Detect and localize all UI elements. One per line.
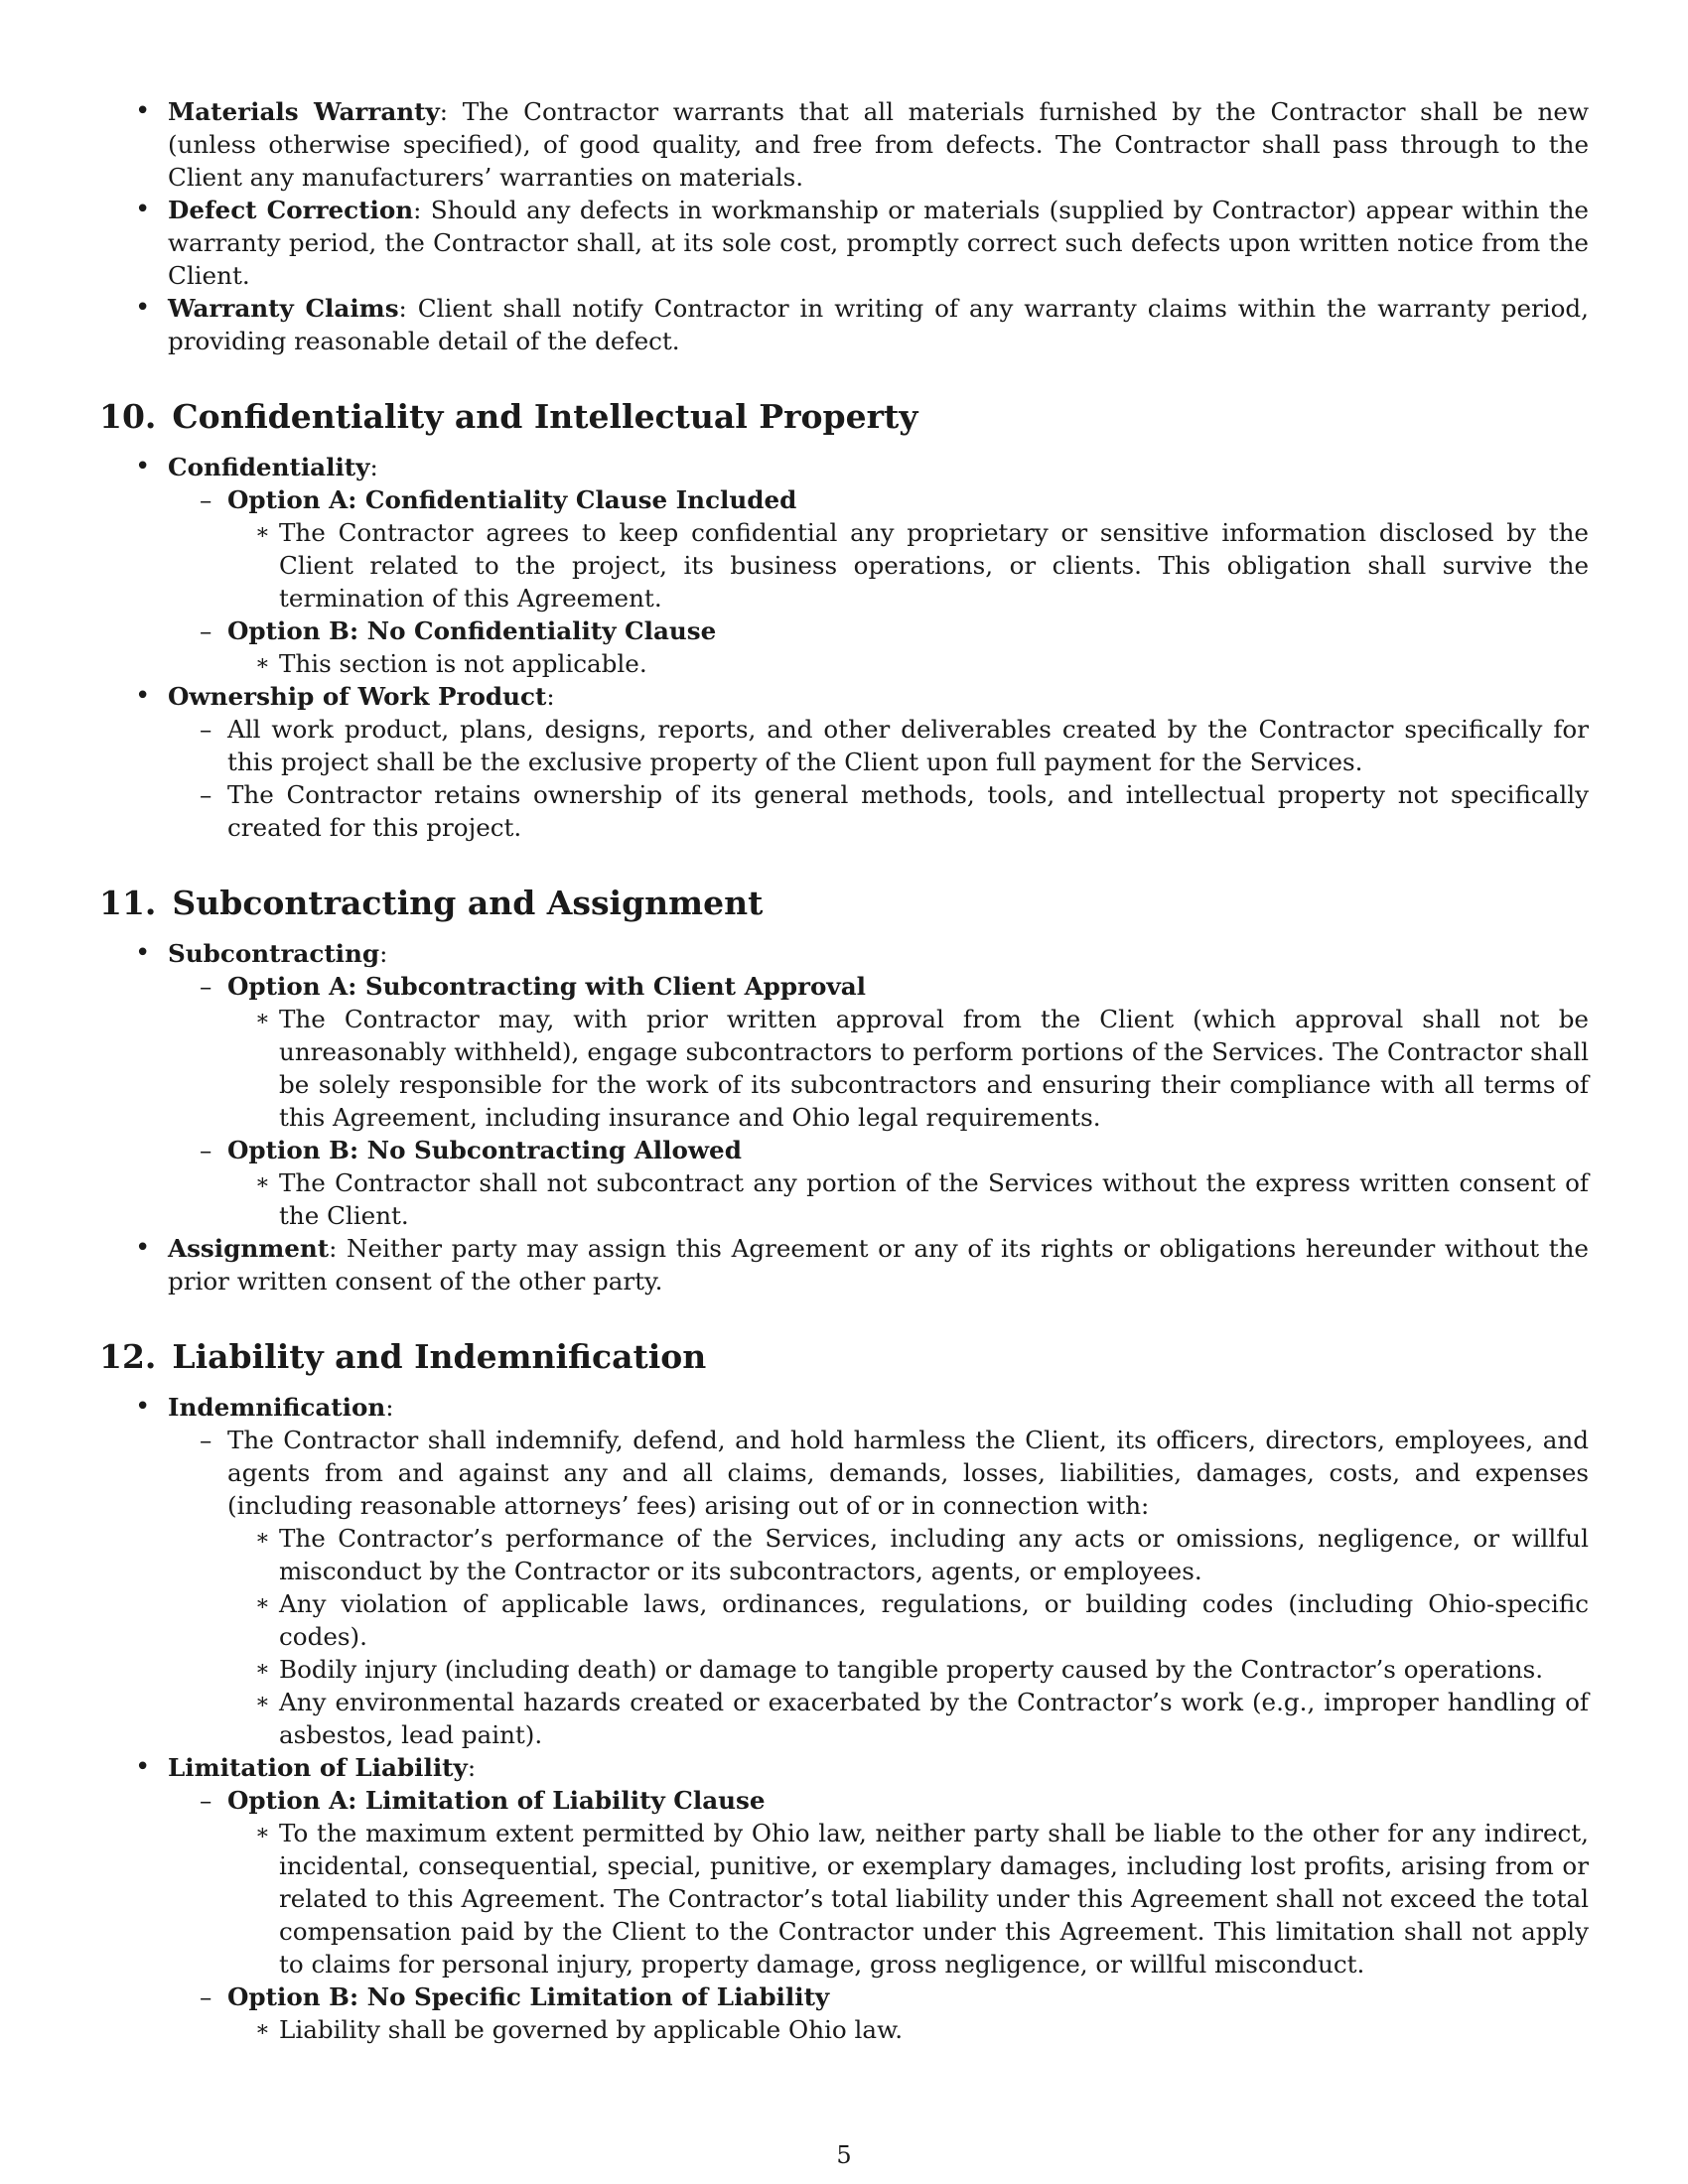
option-label: Option B: No Specific Limitation of Liability [227,1982,830,2011]
sublist [168,1424,1589,1751]
list-item: • Limitation of Liability: – Option A: Limitation of Liability Clause ∗ To the maximum extent permitted by Ohio law, neither party shall be liable to the other for any indirect, incidental, consequential, special, punitive, or exemplary damages, including lost profits, arising from or related to this Agreement. The Contractor’s total liability under this Agreement shall not exceed the total compensation paid by the Client to the Contractor under this Agreement. This limitation shall not apply to claims for personal injury, property damage, gross negligence, or willful misconduct. – Option B: No Specific Limitation of Liability ∗ Liability shall be governed by applicable Ohio law. [99,1751,1589,2046]
section-heading-11 [99,884,1589,923]
section-title: Subcontracting and Assignment [172,884,764,922]
list-item [99,194,1589,292]
subsublist [227,516,1589,614]
item-text: : Neither party may assign this Agreement or any of its rights or obligations hereunder without the prior written consent of the other party. [168,1234,1589,1296]
item-text: : Client shall notify Contractor in writing of any warranty claims within the warranty period, providing reasonable detail of the defect. [168,294,1589,355]
option-b [168,1134,1589,1232]
option-label: Option B: No Confidentiality Clause [227,616,717,645]
option-label: Option A: Subcontracting with Client Approval [227,972,866,1001]
subsublist [227,1522,1589,1751]
option-text: ∗ Liability shall be governed by applicable Ohio law. [227,2013,1589,2046]
subsublist [227,2013,1589,2046]
item-text: The Contractor shall indemnify, defend, and hold harmless the Client, its officers, directors, employees, and agents from and against any and all claims, demands, losses, liabilities, damages, costs, and expenses (including reasonable attorneys’ fees) arising out of or in connection with: [227,1426,1589,1520]
section-number: 11. [99,884,157,922]
option-text: ∗ The Contractor agrees to keep confidential any proprietary or sensitive information disclosed by the Client related to the project, its business operations, or clients. This obligation shall survive the termination of this Agreement. [227,516,1589,614]
option-b [168,1980,1589,2046]
option-a [168,970,1589,1134]
subsublist-item: ∗ The Contractor’s performance of the Services, including any acts or omissions, negligence, or willful misconduct by the Contractor or its subcontractors, agents, or employees. [227,1522,1589,1587]
sublist [168,970,1589,1232]
item-label: Subcontracting [168,939,380,968]
item-label: Defect Correction [168,196,414,224]
section-heading-10 [99,397,1589,437]
option-text: ∗ The Contractor may, with prior written approval from the Client (which approval shall not be unreasonably withheld), engage subcontractors to perform portions of the Services. The Contractor shall be solely responsible for the work of its subcontractors and ensuring their compliance with all terms of this Agreement, including insurance and Ohio legal requirements. [227,1003,1589,1134]
section-number: 10. [99,397,157,436]
item-label: Assignment [168,1234,330,1263]
option-label: Option A: Confidentiality Clause Included [227,485,797,514]
option-label: Option A: Limitation of Liability Clause [227,1786,766,1815]
sublist-item: – All work product, plans, designs, reports, and other deliverables created by the Contractor specifically for this project shall be the exclusive property of the Client upon full payment for the Services. [168,713,1589,778]
sublist [168,713,1589,844]
option-b [168,614,1589,680]
list-item: • Ownership of Work Product: – All work product, plans, designs, reports, and other deliverables created by the Contractor specifically for this project shall be the exclusive property of the Client upon full payment for the Services. – The Contractor retains ownership of its general methods, tools, and intellectual property not specifically created for this project. [99,680,1589,844]
list-item: • Confidentiality: – Option A: Confidentiality Clause Included ∗ The Contractor agrees to keep confidential any proprietary or sensitive information disclosed by the Client related to the project, its business operations, or clients. This obligation shall survive the termination of this Agreement. – Option B: No Confidentiality Clause ∗ This section is not applicable. [99,451,1589,680]
item-label: Warranty Claims [168,294,399,323]
section-11-list [99,937,1589,1297]
subsublist [227,1166,1589,1232]
item-label: Confidentiality [168,453,370,481]
list-item: • Indemnification: – The Contractor shall indemnify, defend, and hold harmless the Client, its officers, directors, employees, and agents from and against any and all claims, demands, losses, liabilities, damages, costs, and expenses (including reasonable attorneys’ fees) arising out of or in connection with: ∗ The Contractor’s performance of the Services, including any acts or omissions, negligence, or willful misconduct by the Contractor or its subcontractors, agents, or employees. ∗ Any violation of applicable laws, ordinances, regulations, or building codes (including Ohio-specific codes). ∗ Bodily injury (including death) or damage to tangible property caused by the Contractor’s operations. ∗ Any environmental hazards created or exacerbated by the Contractor’s work (e.g., improper handling of asbestos, lead paint). [99,1391,1589,1751]
page-number: 5 [836,2141,852,2169]
option-text: ∗ To the maximum extent permitted by Ohio law, neither party shall be liable to the other for any indirect, incidental, consequential, special, punitive, or exemplary damages, including lost profits, arising from or related to this Agreement. The Contractor’s total liability under this Agreement shall not exceed the total compensation paid by the Client to the Contractor under this Agreement. This limitation shall not apply to claims for personal injury, property damage, gross negligence, or willful misconduct. [227,1817,1589,1980]
sublist [168,1784,1589,2046]
list-item: • Subcontracting: – Option A: Subcontracting with Client Approval ∗ The Contractor may, with prior written approval from the Client (which approval shall not be unreasonably withheld), engage subcontractors to perform portions of the Services. The Contractor shall be solely responsible for the work of its subcontractors and ensuring their compliance with all terms of this Agreement, including insurance and Ohio legal requirements. – Option B: No Subcontracting Allowed ∗ The Contractor shall not subcontract any portion of the Services without the express written consent of the Client. [99,937,1589,1232]
item-label: Materials Warranty [168,97,440,126]
subsublist-item: ∗ Bodily injury (including death) or damage to tangible property caused by the Contractor’s operations. [227,1653,1589,1686]
warranty-list [99,95,1589,357]
sublist-item: – The Contractor retains ownership of its general methods, tools, and intellectual property not specifically created for this project. [168,778,1589,844]
item-label: Ownership of Work Product [168,682,547,711]
sublist [168,483,1589,680]
subsublist-item: ∗ Any environmental hazards created or exacerbated by the Contractor’s work (e.g., improper handling of asbestos, lead paint). [227,1686,1589,1751]
item-text: : The Contractor warrants that all materials furnished by the Contractor shall be new (unless otherwise specified), of good quality, and free from defects. The Contractor shall pass through to the Client any manufacturers’ warranties on materials. [168,97,1589,192]
section-number: 12. [99,1337,157,1376]
subsublist [227,1003,1589,1134]
option-a [168,1784,1589,1980]
option-text: ∗ The Contractor shall not subcontract any portion of the Services without the express written consent of the Client. [227,1166,1589,1232]
section-12-list [99,1391,1589,2046]
section-title: Liability and Indemnification [172,1337,707,1376]
item-label: Indemnification [168,1393,386,1422]
section-10-list [99,451,1589,844]
subsublist-item: ∗ Any violation of applicable laws, ordinances, regulations, or building codes (including Ohio-specific codes). [227,1587,1589,1653]
item-text: : Should any defects in workmanship or materials (supplied by Contractor) appear within the warranty period, the Contractor shall, at its sole cost, promptly correct such defects upon written notice from the Client. [168,196,1589,290]
subsublist [227,647,1589,680]
list-item [99,95,1589,194]
list-item [99,1232,1589,1297]
section-title: Confidentiality and Intellectual Property [172,397,918,436]
item-label: Limitation of Liability [168,1753,468,1782]
subsublist [227,1817,1589,1980]
option-label: Option B: No Subcontracting Allowed [227,1136,742,1164]
option-a [168,483,1589,614]
document-page [99,95,1589,2046]
list-item [99,292,1589,357]
option-text: ∗ This section is not applicable. [227,647,1589,680]
section-heading-12 [99,1337,1589,1377]
sublist-item [168,1424,1589,1751]
